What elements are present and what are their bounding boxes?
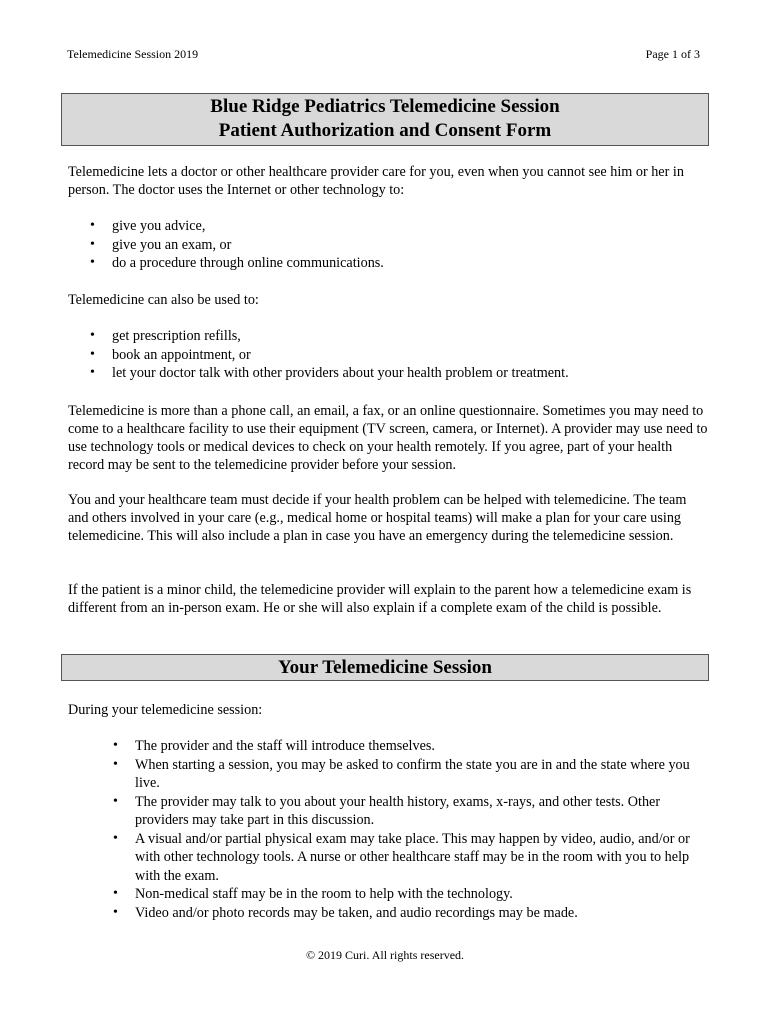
list-item: • give you advice,	[90, 218, 206, 234]
section-heading: Your Telemedicine Session	[278, 657, 492, 678]
bullet-icon: •	[113, 904, 118, 920]
bullet-icon: •	[113, 793, 118, 809]
intro-paragraph-1: Telemedicine lets a doctor or other healthcare provider care for you, even when you cannot see him or her in person. The doctor uses the Internet or other technology to:	[68, 164, 684, 198]
form-title-box	[61, 93, 709, 146]
intro-paragraph-4: You and your healthcare team must decide if your health problem can be helped with telemedicine. The team and others involved in your care (e.g., medical home or hospital teams) will make a plan for your care using telemedicine. This will also include a plan in case you have an emergency during the telemedicine session.	[68, 492, 687, 544]
section-heading-box	[61, 654, 709, 681]
list-item: • give you an exam, or	[90, 236, 232, 253]
list-item: • The provider and the staff will introduce themselves.	[113, 738, 435, 754]
header-left-text: Telemedicine Session 2019	[67, 47, 199, 61]
bullet-icon: •	[90, 236, 95, 252]
list-item: • Non-medical staff may be in the room to help with the technology.	[113, 886, 513, 902]
form-title-line1: Blue Ridge Pediatrics Telemedicine Session	[210, 96, 560, 117]
bullet-icon: •	[90, 328, 95, 343]
bullet-icon: •	[90, 365, 95, 380]
form-title-line2: Patient Authorization and Consent Form	[218, 120, 552, 141]
session-bullet-list	[113, 737, 707, 922]
intro-bullet-list-2	[90, 327, 712, 383]
list-item: • A visual and/or partial physical exam may take place. This may happen by video, audio, and/or or with other technology tools. A nurse or other healthcare staff may be in the room with you to help with the exam.	[113, 830, 690, 884]
bullet-icon: •	[90, 255, 95, 270]
intro-paragraph-3: Telemedicine is more than a phone call, an email, a fax, or an online questionnaire. Sometimes you may need to come to a healthcare facility to use their equipment (TV screen, camera, or Internet). A provider may use need to use technology tools or medical devices to check on your health remotely. If you agree, part of your health record may be sent to the telemedicine provider before your session.	[68, 403, 708, 473]
list-item: • Video and/or photo records may be taken, and audio recordings may be made.	[113, 904, 578, 921]
intro-paragraph-2: Telemedicine can also be used to:	[68, 292, 259, 308]
copyright-footer: © 2019 Curi. All rights reserved.	[305, 948, 465, 962]
list-item: • When starting a session, you may be asked to confirm the state you are in and the state where you live.	[113, 756, 690, 791]
intro-bullet-list-1	[90, 217, 712, 273]
list-item: • do a procedure through online communications.	[90, 255, 384, 271]
session-lead-text: During your telemedicine session:	[68, 702, 263, 718]
page-number: Page 1 of 3	[645, 47, 700, 61]
bullet-icon: •	[90, 218, 95, 233]
bullet-icon: •	[113, 830, 118, 846]
list-item: • The provider may talk to you about your health history, exams, x-rays, and other tests. Other providers may take part in this discussion.	[113, 793, 661, 828]
bullet-icon: •	[90, 346, 95, 362]
intro-paragraph-5: If the patient is a minor child, the telemedicine provider will explain to the parent how a telemedicine exam is different from an in-person exam. He or she will also explain if a complete exam of the child is possible.	[68, 582, 692, 616]
list-item: • get prescription refills,	[90, 328, 241, 344]
list-item: • book an appointment, or	[90, 346, 251, 363]
list-item: • let your doctor talk with other providers about your health problem or treatment.	[90, 365, 569, 381]
bullet-icon: •	[113, 886, 118, 901]
bullet-icon: •	[113, 738, 118, 753]
bullet-icon: •	[113, 756, 118, 772]
